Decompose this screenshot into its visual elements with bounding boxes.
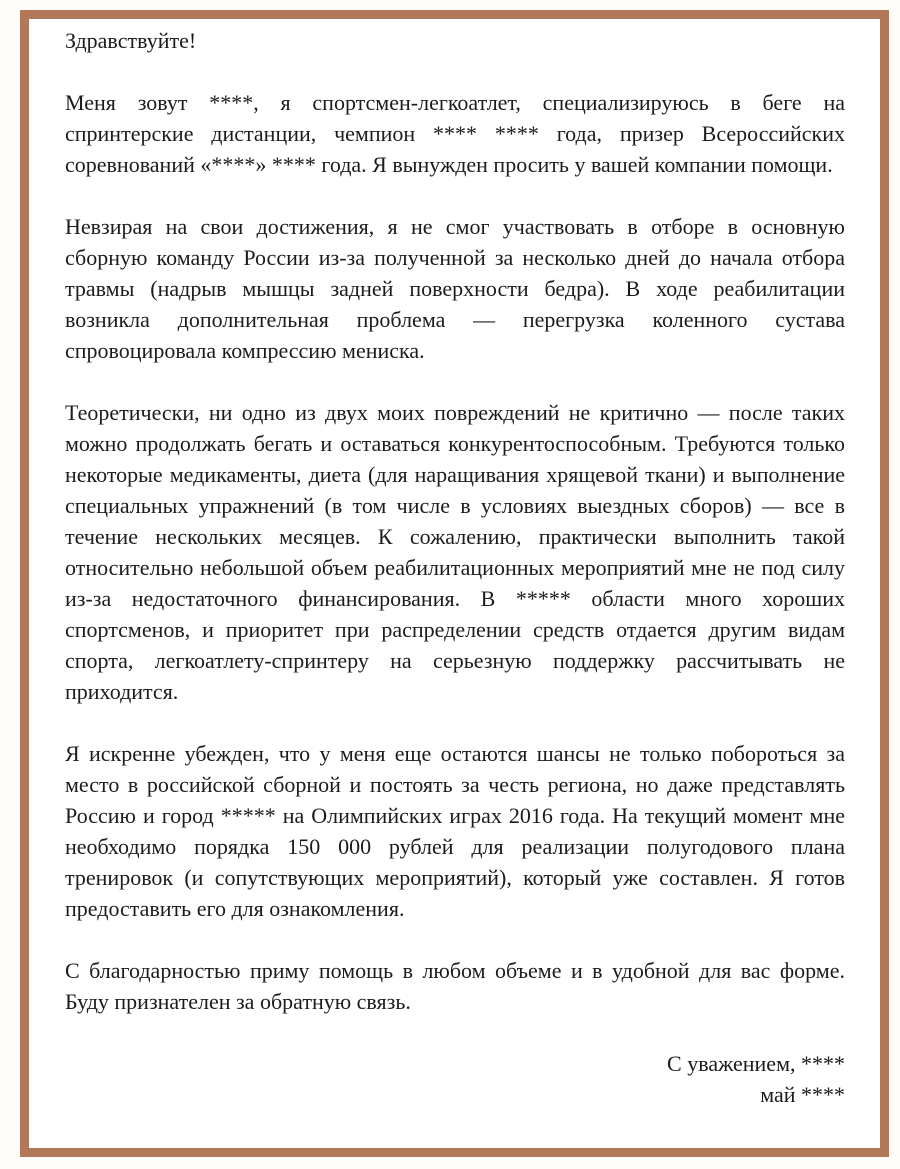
letter-frame — [20, 10, 889, 1157]
signature-block — [65, 1048, 845, 1110]
letter-paragraph: Теоретически, ни одно из двух моих повреждений не критично — после таких можно продолжать бегать и оставаться конкурентоспособным. Требуются только некоторые медикаменты, диета (для наращивания хрящевой ткани) и выполнение специальных упражнений (в том числе в условиях выездных сборов) — все в течение нескольких месяцев. К сожалению, практически выполнить такой относительно небольшой объем реабилитационных мероприятий мне не под силу из-за недостаточного финансирования. В ***** области много хороших спортсменов, и приоритет при распределении средств отдается другим видам спорта, легкоатлету-спринтеру на серьезную поддержку рассчитывать не приходится. — [65, 400, 845, 704]
letter-greeting: Здравствуйте! — [65, 28, 197, 53]
letter-paragraph: С благодарностью приму помощь в любом объеме и в удобной для вас форме. Буду признателен за обратную связь. — [65, 958, 845, 1014]
signature-date-line: май **** — [760, 1082, 845, 1107]
letter-body — [29, 19, 880, 1110]
letter-paragraph: Я искренне убежден, что у меня еще остаются шансы не только побороться за место в российской сборной и постоять за честь региона, но даже представлять Россию и город ***** на Олимпийских играх 2016 года. На текущий момент мне необходимо порядка 150 000 рублей для реализации полугодового плана тренировок (и сопутствующих мероприятий), который уже составлен. Я готов предоставить его для ознакомления. — [65, 741, 845, 921]
letter-paragraph: Невзирая на свои достижения, я не смог участвовать в отборе в основную сборную команду России из-за полученной за несколько дней до начала отбора травмы (надрыв мышцы задней поверхности бедра). В ходе реабилитации возникла дополнительная проблема — перегрузка коленного сустава спровоцировала компрессию мениска. — [65, 214, 845, 363]
letter-paragraph: Меня зовут ****, я спортсмен-легкоатлет, специализируюсь в беге на спринтерские дистанции, чемпион **** **** года, призер Всероссийских соревнований «****» **** года. Я вынужден просить у вашей компании помощи. — [65, 90, 845, 177]
signature-regards-line: С уважением, **** — [667, 1051, 845, 1076]
